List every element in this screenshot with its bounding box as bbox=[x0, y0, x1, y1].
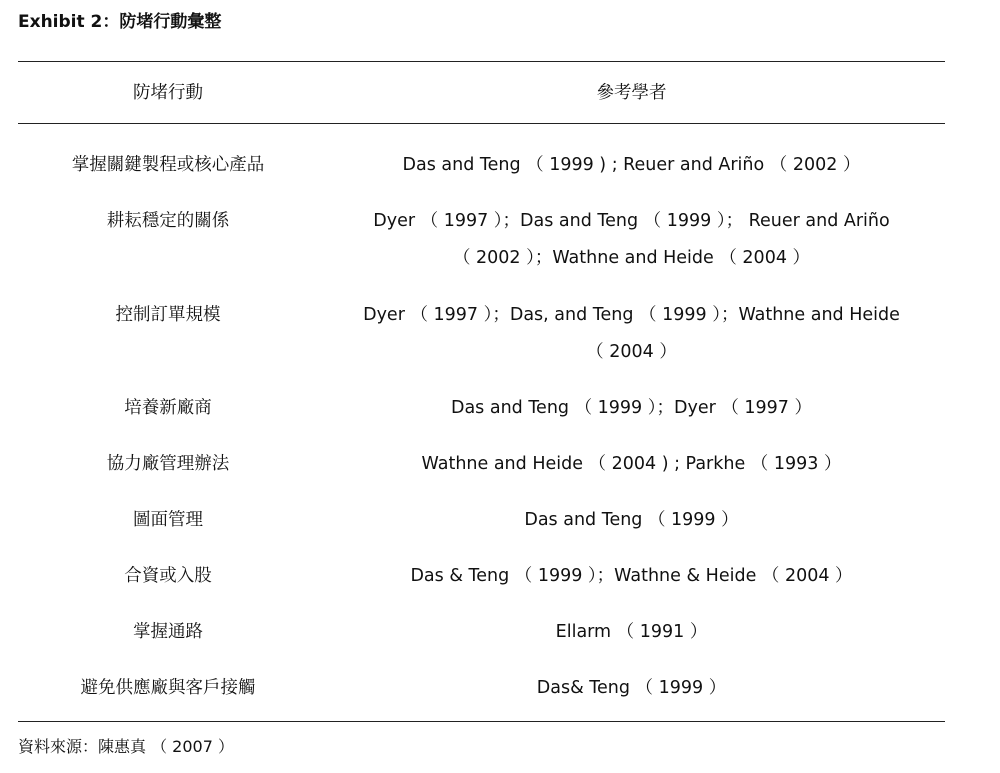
row-action: 培養新廠商 bbox=[124, 398, 212, 418]
reference-line: Das and Teng （ 1999 ） bbox=[524, 510, 739, 530]
row-references bbox=[318, 558, 945, 595]
row-references bbox=[318, 614, 945, 651]
exhibit-caption: 防堵行動彙整 bbox=[119, 12, 222, 32]
row-action: 控制訂單規模 bbox=[115, 305, 221, 325]
reference-line: （ 2004 ） bbox=[586, 342, 677, 362]
row-references bbox=[318, 446, 945, 483]
row-action: 避免供應廠與客戶接觸 bbox=[80, 678, 256, 698]
reference-line: Das and Teng （ 1999 ）；Dyer （ 1997 ） bbox=[450, 398, 813, 418]
reference-line: Wathne and Heide （ 2004 ) ; Parkhe （ 1993 ） bbox=[421, 454, 842, 474]
row-action: 掌握通路 bbox=[133, 622, 203, 642]
row-references bbox=[318, 297, 945, 371]
exhibit-label: Exhibit 2 bbox=[18, 12, 103, 32]
reference-line: Ellarm （ 1991 ） bbox=[555, 622, 708, 642]
table-bottom-rule bbox=[18, 721, 945, 722]
row-references bbox=[318, 502, 945, 539]
row-action: 圖面管理 bbox=[133, 510, 203, 530]
header-references: 參考學者 bbox=[596, 83, 667, 103]
header-action: 防堵行動 bbox=[133, 83, 203, 103]
table-header-rule bbox=[18, 123, 945, 124]
row-references bbox=[318, 670, 945, 707]
reference-line: Dyer （ 1997 ）；Das, and Teng （ 1999 ）；Wathne and Heide bbox=[363, 305, 900, 325]
row-references bbox=[318, 147, 945, 184]
row-action: 耕耘穩定的關係 bbox=[106, 211, 230, 231]
exhibit-title bbox=[18, 10, 221, 34]
row-references bbox=[318, 390, 945, 427]
reference-line: Das& Teng （ 1999 ） bbox=[536, 678, 727, 698]
row-action: 協力廠管理辦法 bbox=[106, 454, 230, 474]
source-note: 資料來源：陳惠真 （ 2007 ） bbox=[18, 737, 234, 756]
table-top-rule bbox=[18, 61, 945, 62]
row-references bbox=[318, 203, 945, 277]
row-action: 合資或入股 bbox=[124, 566, 212, 586]
exhibit-separator: ： bbox=[102, 12, 120, 32]
reference-line: Das & Teng （ 1999 ）；Wathne & Heide （ 2004 ） bbox=[410, 566, 853, 586]
row-action: 掌握關鍵製程或核心產品 bbox=[71, 155, 265, 175]
reference-line: （ 2002 ）；Wathne and Heide （ 2004 ） bbox=[452, 248, 811, 268]
reference-line: Dyer （ 1997 ）；Das and Teng （ 1999 ）； Reuer and Ariño bbox=[373, 211, 890, 231]
reference-line: Das and Teng （ 1999 ) ; Reuer and Ariño （ 2002 ） bbox=[402, 155, 861, 175]
